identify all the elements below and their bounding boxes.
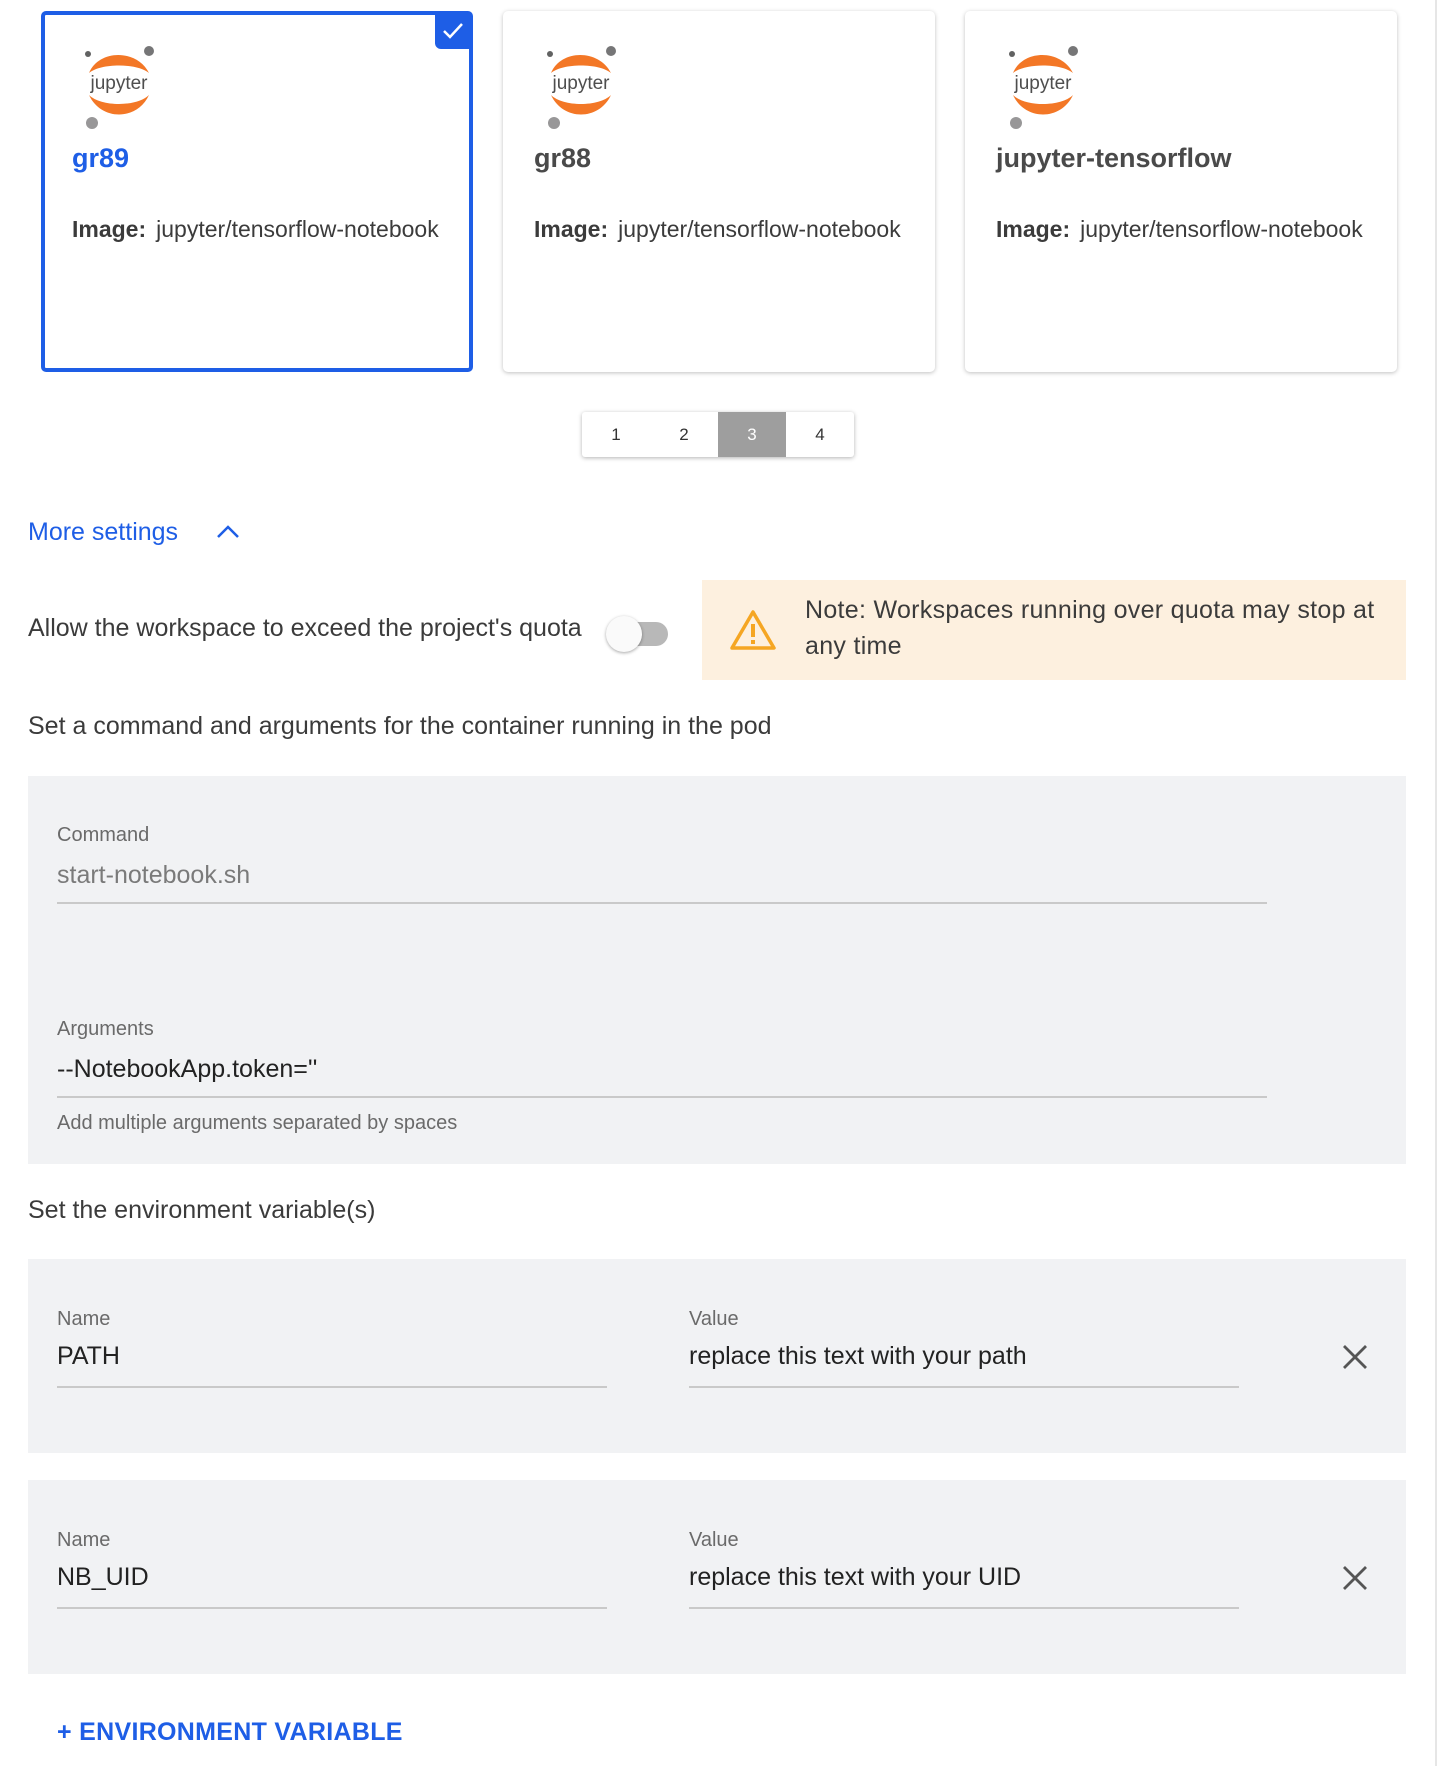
workspace-card-jupyter-tensorflow[interactable]	[965, 11, 1397, 372]
env-section-title: Set the environment variable(s)	[28, 1196, 376, 1224]
toggle-knob	[606, 616, 642, 652]
card-image	[72, 211, 457, 247]
card-image	[996, 211, 1381, 247]
command-panel	[28, 776, 1406, 1164]
jupyter-logo-icon	[1003, 41, 1079, 131]
page-button-2[interactable]: 2	[679, 424, 689, 444]
arguments-hint: Add multiple arguments separated by spaces	[57, 1112, 458, 1134]
jupyter-logo-icon	[79, 41, 155, 131]
close-icon[interactable]	[1341, 1564, 1369, 1592]
selected-check-icon	[435, 13, 471, 49]
command-underline	[57, 902, 1267, 904]
command-label: Command	[57, 824, 150, 846]
arguments-input[interactable]: --NotebookApp.token=''	[57, 1055, 318, 1083]
command-input[interactable]: start-notebook.sh	[57, 861, 251, 889]
image-value: jupyter/tensorflow-notebook	[618, 216, 901, 242]
svg-text:jupyter: jupyter	[552, 73, 610, 94]
workspace-card-gr88[interactable]	[503, 11, 935, 372]
card-title: gr88	[534, 143, 592, 173]
env-value-label: Value	[689, 1308, 739, 1330]
svg-text:jupyter: jupyter	[90, 73, 148, 94]
env-variable-row	[28, 1259, 1406, 1453]
quota-label: Allow the workspace to exceed the project's quota	[28, 614, 582, 642]
pagination	[582, 412, 854, 457]
add-environment-variable-button[interactable]: + ENVIRONMENT VARIABLE	[57, 1718, 403, 1746]
env-name-input[interactable]: PATH	[57, 1342, 120, 1370]
close-icon[interactable]	[1341, 1343, 1369, 1371]
env-name-label: Name	[57, 1529, 111, 1551]
image-label: Image:	[996, 216, 1071, 242]
env-name-input[interactable]: NB_UID	[57, 1563, 149, 1591]
arguments-label: Arguments	[57, 1018, 154, 1040]
warning-icon	[730, 609, 776, 651]
quota-toggle[interactable]	[606, 614, 668, 650]
more-settings-label: More settings	[28, 518, 179, 546]
svg-text:jupyter: jupyter	[1014, 73, 1072, 94]
env-value-input[interactable]: replace this text with your UID	[689, 1563, 1022, 1591]
card-title: gr89	[72, 143, 130, 173]
arguments-underline	[57, 1096, 1267, 1098]
command-section-title: Set a command and arguments for the container running in the pod	[28, 712, 772, 740]
workspace-card-gr89[interactable]	[41, 11, 473, 372]
image-value: jupyter/tensorflow-notebook	[1080, 216, 1363, 242]
env-value-input[interactable]: replace this text with your path	[689, 1342, 1027, 1370]
page-button-3[interactable]: 3	[718, 412, 786, 457]
page-button-1[interactable]: 1	[611, 424, 621, 444]
image-value: jupyter/tensorflow-notebook	[156, 216, 439, 242]
card-image	[534, 211, 919, 247]
env-name-label: Name	[57, 1308, 111, 1330]
env-value-label: Value	[689, 1529, 739, 1551]
env-value-underline	[689, 1386, 1239, 1388]
quota-warning-note	[702, 580, 1406, 680]
jupyter-logo-icon	[541, 41, 617, 131]
page-button-4[interactable]: 4	[815, 424, 825, 444]
env-name-underline	[57, 1386, 607, 1388]
image-label: Image:	[534, 216, 609, 242]
env-variable-row	[28, 1480, 1406, 1674]
scrollbar-edge	[1435, 0, 1437, 1766]
card-title: jupyter-tensorflow	[996, 143, 1232, 173]
more-settings-toggle[interactable]	[28, 518, 240, 547]
note-text: Note: Workspaces running over quota may stop at any time	[805, 596, 1375, 660]
chevron-up-icon	[216, 518, 240, 547]
env-name-underline	[57, 1607, 607, 1609]
image-label: Image:	[72, 216, 147, 242]
env-value-underline	[689, 1607, 1239, 1609]
